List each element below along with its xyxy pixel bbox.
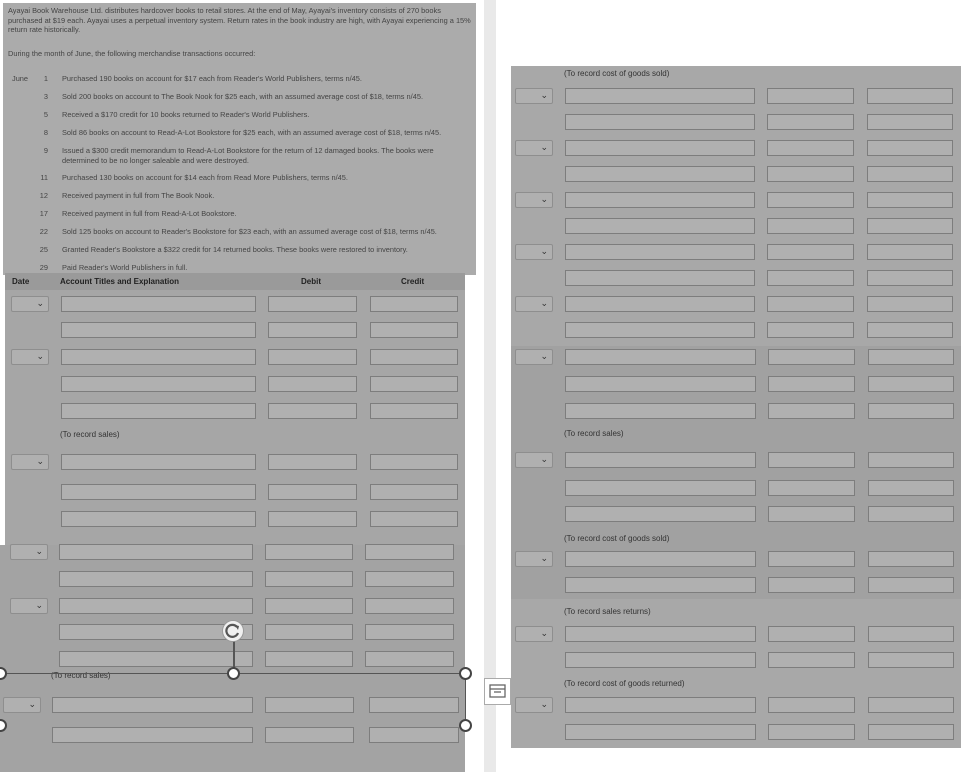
date-select[interactable]: [515, 296, 553, 312]
transaction-day: 17: [39, 209, 48, 218]
debit-input[interactable]: [768, 452, 855, 468]
account-input[interactable]: [565, 218, 755, 234]
account-input[interactable]: [565, 626, 756, 642]
debit-input[interactable]: [768, 577, 855, 593]
right-note-cogs-2: (To record cost of goods sold): [564, 534, 670, 543]
account-input[interactable]: [565, 697, 756, 713]
account-input[interactable]: [565, 577, 756, 593]
debit-input[interactable]: [268, 454, 357, 470]
credit-input[interactable]: [867, 244, 953, 260]
debit-input[interactable]: [265, 727, 354, 743]
panel-divider: [484, 0, 496, 772]
account-input[interactable]: [61, 376, 256, 392]
left-note-record-sales: (To record sales): [60, 430, 120, 439]
credit-input[interactable]: [868, 349, 954, 365]
account-input[interactable]: [565, 88, 755, 104]
credit-input[interactable]: [868, 577, 954, 593]
header-debit: Debit: [301, 277, 321, 286]
credit-input[interactable]: [868, 697, 954, 713]
credit-input[interactable]: [867, 88, 953, 104]
debit-input[interactable]: [767, 114, 854, 130]
resize-handle-icon[interactable]: [227, 667, 240, 680]
debit-input[interactable]: [768, 697, 855, 713]
account-input[interactable]: [565, 114, 755, 130]
account-input[interactable]: [565, 322, 755, 338]
account-input[interactable]: [565, 349, 756, 365]
chevron-down-icon: ⌄: [540, 298, 548, 308]
date-select[interactable]: [515, 626, 553, 642]
problem-intro: Ayayai Book Warehouse Ltd. distributes hardcover books to retail stores. At the end of May, Ayayai's inventory consists of 270 books purchased at $19 each. Ayayai uses a perpetual inventory system. Return rates in the book industry are high, with Ayayai experiencing a 15% return rate historically.: [8, 6, 471, 34]
debit-input[interactable]: [768, 403, 855, 419]
account-input[interactable]: [61, 454, 256, 470]
account-input[interactable]: [61, 511, 256, 527]
credit-input[interactable]: [868, 551, 954, 567]
credit-input[interactable]: [867, 322, 953, 338]
transaction-day: 9: [43, 146, 48, 155]
credit-input[interactable]: [867, 192, 953, 208]
header-account: Account Titles and Explanation: [60, 277, 179, 286]
debit-input[interactable]: [767, 88, 854, 104]
credit-input[interactable]: [365, 598, 454, 614]
header-credit: Credit: [401, 277, 425, 286]
problem-lead: During the month of June, the following merchandise transactions occurred:: [8, 49, 256, 58]
debit-input[interactable]: [268, 484, 357, 500]
account-input[interactable]: [59, 598, 253, 614]
debit-input[interactable]: [767, 270, 854, 286]
chevron-down-icon: ⌄: [540, 454, 548, 464]
date-select[interactable]: [515, 88, 553, 104]
credit-input[interactable]: [867, 114, 953, 130]
credit-input[interactable]: [370, 403, 458, 419]
debit-input[interactable]: [768, 506, 855, 522]
account-input[interactable]: [565, 403, 756, 419]
transaction-text: Purchased 190 books on account for $17 each from Reader's World Publishers, terms n/45.: [62, 74, 362, 83]
transaction-text: Sold 125 books on account to Reader's Bookstore for $23 each, with an assumed average cost of $18, terms n/45.: [62, 227, 437, 236]
debit-input[interactable]: [265, 571, 353, 587]
account-input[interactable]: [565, 452, 756, 468]
chevron-down-icon: ⌄: [540, 351, 548, 361]
transaction-text: Received payment in full from The Book Nook.: [62, 191, 215, 200]
account-input[interactable]: [61, 484, 256, 500]
transaction-day: 22: [39, 227, 48, 236]
transaction-text: Paid Reader's World Publishers in full.: [62, 263, 188, 272]
chevron-down-icon: ⌄: [36, 298, 44, 308]
debit-input[interactable]: [767, 322, 854, 338]
credit-input[interactable]: [370, 349, 458, 365]
problem-panel: [3, 3, 476, 275]
resize-handle-icon[interactable]: [459, 719, 472, 732]
account-input[interactable]: [565, 480, 756, 496]
date-select[interactable]: [10, 598, 48, 614]
transaction-day: 8: [43, 128, 48, 137]
credit-input[interactable]: [365, 544, 454, 560]
account-input[interactable]: [61, 296, 256, 312]
debit-input[interactable]: [768, 480, 855, 496]
chevron-down-icon: ⌄: [35, 600, 43, 610]
transaction-text: Sold 200 books on account to The Book Nook for $25 each, with an assumed average cost of $18, terms n/45.: [62, 92, 423, 101]
resize-handle-icon[interactable]: [459, 667, 472, 680]
chevron-down-icon: ⌄: [540, 142, 548, 152]
table-header-row: [5, 273, 465, 290]
selection-outline: [0, 673, 466, 727]
chevron-down-icon: ⌄: [540, 194, 548, 204]
rotate-icon[interactable]: [222, 620, 244, 642]
right-note-sales-returns: (To record sales returns): [564, 607, 651, 616]
transaction-day: 25: [39, 245, 48, 254]
account-input[interactable]: [565, 652, 756, 668]
account-input[interactable]: [565, 551, 756, 567]
credit-input[interactable]: [867, 140, 953, 156]
debit-input[interactable]: [768, 349, 855, 365]
account-input[interactable]: [52, 727, 253, 743]
transaction-text: Granted Reader's Bookstore a $322 credit for 14 returned books. These books were restored to inventory.: [62, 245, 408, 254]
credit-input[interactable]: [868, 652, 954, 668]
debit-input[interactable]: [768, 551, 855, 567]
chevron-down-icon: ⌄: [36, 351, 44, 361]
date-select[interactable]: [515, 551, 553, 567]
credit-input[interactable]: [370, 296, 458, 312]
debit-input[interactable]: [767, 218, 854, 234]
debit-input[interactable]: [767, 140, 854, 156]
chevron-down-icon: ⌄: [540, 246, 548, 256]
account-input[interactable]: [565, 166, 755, 182]
credit-input[interactable]: [365, 624, 454, 640]
account-input[interactable]: [59, 571, 253, 587]
debit-input[interactable]: [268, 296, 357, 312]
account-input[interactable]: [565, 244, 755, 260]
account-input[interactable]: [61, 403, 256, 419]
chevron-down-icon: ⌄: [540, 699, 548, 709]
date-select[interactable]: [11, 349, 49, 365]
debit-input[interactable]: [768, 626, 855, 642]
date-select[interactable]: [515, 349, 553, 365]
right-note-cogs: (To record cost of goods sold): [564, 69, 670, 78]
date-select[interactable]: [515, 140, 553, 156]
debit-input[interactable]: [268, 376, 357, 392]
transaction-day: 29: [39, 263, 48, 272]
account-input[interactable]: [565, 296, 755, 312]
transaction-text: Sold 86 books on account to Read-A-Lot Bookstore for $25 each, with an assumed average cost of $18, terms n/45.: [62, 128, 442, 137]
debit-input[interactable]: [767, 244, 854, 260]
credit-input[interactable]: [868, 626, 954, 642]
transaction-text: Received a $170 credit for 10 books returned to Reader's World Publishers.: [62, 110, 310, 119]
credit-input[interactable]: [868, 452, 954, 468]
transaction-day: 5: [43, 110, 48, 119]
credit-input[interactable]: [370, 322, 458, 338]
credit-input[interactable]: [868, 376, 954, 392]
transaction-day: 3: [43, 92, 48, 101]
chevron-down-icon: ⌄: [36, 456, 44, 466]
credit-input[interactable]: [370, 376, 458, 392]
date-select[interactable]: [515, 452, 553, 468]
credit-input[interactable]: [369, 727, 459, 743]
account-input[interactable]: [565, 192, 755, 208]
credit-input[interactable]: [370, 484, 458, 500]
debit-input[interactable]: [768, 376, 855, 392]
transaction-day: 12: [39, 191, 48, 200]
debit-input[interactable]: [268, 322, 357, 338]
credit-input[interactable]: [867, 296, 953, 312]
credit-input[interactable]: [868, 724, 954, 740]
account-input[interactable]: [565, 506, 756, 522]
header-date: Date: [12, 277, 30, 286]
debit-input[interactable]: [265, 624, 353, 640]
chevron-down-icon: ⌄: [35, 546, 43, 556]
date-select[interactable]: [11, 296, 49, 312]
debit-input[interactable]: [268, 403, 357, 419]
date-select[interactable]: [10, 544, 48, 560]
transaction-day: 11: [40, 173, 48, 182]
account-input[interactable]: [59, 651, 253, 667]
transaction-text: Received payment in full from Read-A-Lot Bookstore.: [62, 209, 237, 218]
account-input[interactable]: [565, 140, 755, 156]
chevron-down-icon: ⌄: [540, 628, 548, 638]
transaction-text: Purchased 130 books on account for $14 each from Read More Publishers, terms n/45.: [62, 173, 348, 182]
date-select[interactable]: [11, 454, 49, 470]
right-note-record-sales: (To record sales): [564, 429, 624, 438]
account-input[interactable]: [59, 544, 253, 560]
right-note-cogs-returned: (To record cost of goods returned): [564, 679, 685, 688]
debit-input[interactable]: [268, 511, 357, 527]
debit-input[interactable]: [767, 192, 854, 208]
debit-input[interactable]: [265, 651, 353, 667]
credit-input[interactable]: [370, 511, 458, 527]
account-input[interactable]: [61, 349, 256, 365]
account-input[interactable]: [565, 270, 755, 286]
credit-input[interactable]: [868, 480, 954, 496]
debit-input[interactable]: [268, 349, 357, 365]
left-note-record-sales-2: (To record sales): [51, 671, 111, 680]
credit-input[interactable]: [867, 270, 953, 286]
credit-input[interactable]: [370, 454, 458, 470]
account-input[interactable]: [565, 376, 756, 392]
transaction-day: 1: [43, 74, 48, 83]
date-select[interactable]: [515, 697, 553, 713]
chevron-down-icon: ⌄: [540, 90, 548, 100]
credit-input[interactable]: [868, 506, 954, 522]
date-select[interactable]: [515, 192, 553, 208]
account-input[interactable]: [61, 322, 256, 338]
credit-input[interactable]: [365, 651, 454, 667]
debit-input[interactable]: [767, 166, 854, 182]
credit-input[interactable]: [867, 218, 953, 234]
debit-input[interactable]: [768, 724, 855, 740]
debit-input[interactable]: [265, 544, 353, 560]
chevron-down-icon: ⌄: [540, 553, 548, 563]
credit-input[interactable]: [867, 166, 953, 182]
layout-icon[interactable]: [484, 678, 511, 705]
credit-input[interactable]: [365, 571, 454, 587]
debit-input[interactable]: [767, 296, 854, 312]
chevron-down-icon: ⌄: [28, 699, 36, 709]
date-select[interactable]: [515, 244, 553, 260]
debit-input[interactable]: [768, 652, 855, 668]
month-label: June: [12, 74, 29, 83]
debit-input[interactable]: [265, 598, 353, 614]
transaction-text: Issued a $300 credit memorandum to Read-A-Lot Bookstore for the return of 12 damaged books. The books were determined to be no longer saleable and were destroyed.: [62, 146, 434, 165]
credit-input[interactable]: [868, 403, 954, 419]
account-input[interactable]: [565, 724, 756, 740]
